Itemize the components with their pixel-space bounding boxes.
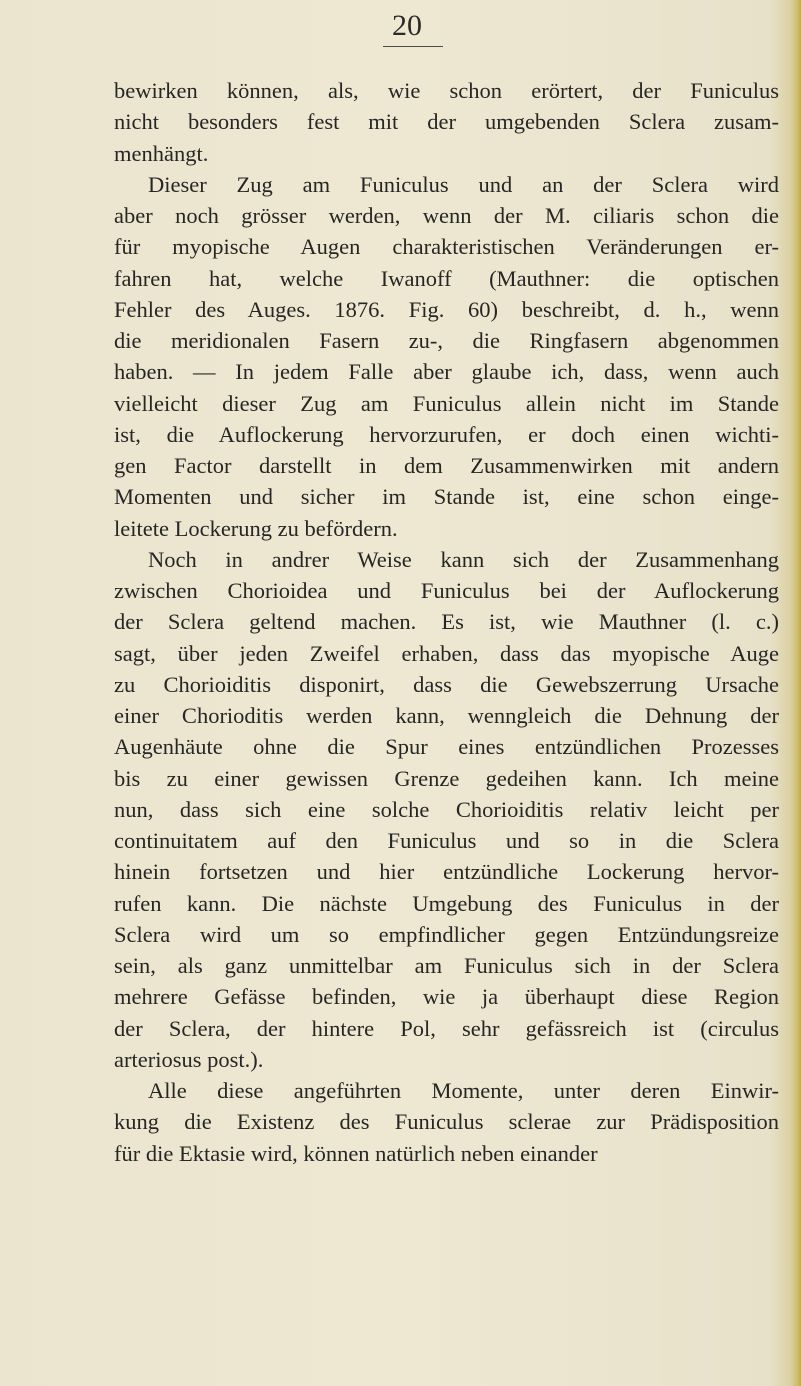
text-line: Sclera wird um so empfindlicher gegen Entzündungsreize <box>114 921 779 947</box>
text-line: nicht besonders fest mit der umgebenden Sclera zusam- <box>114 109 779 135</box>
body-text <box>114 75 779 1169</box>
text-line: menhängt. <box>114 140 209 166</box>
text-line: sagt, über jeden Zweifel erhaben, dass das myopische Auge <box>114 640 779 666</box>
text-line: sein, als ganz unmittelbar am Funiculus sich in der Sclera <box>114 953 779 978</box>
text-line: Augenhäute ohne die Spur eines entzündlichen Prozesses <box>114 734 779 760</box>
text-line: leitete Lockerung zu befördern. <box>114 515 398 541</box>
text-line: fahren hat, welche Iwanoff (Mauthner: die optischen <box>114 265 779 291</box>
page-edge-shadow <box>791 0 801 1386</box>
text-line: bis zu einer gewissen Grenze gedeihen kann. Ich meine <box>114 765 779 791</box>
text-line: vielleicht dieser Zug am Funiculus allein nicht im Stande <box>114 390 779 416</box>
text-line: zwischen Chorioidea und Funiculus bei der Auflockerung <box>114 578 779 603</box>
text-line: hinein fortsetzen und hier entzündliche Lockerung hervor- <box>114 859 779 885</box>
text-line: aber noch grösser werden, wenn der M. ciliaris schon die <box>114 203 779 228</box>
text-line: continuitatem auf den Funiculus und so in die Sclera <box>114 828 779 853</box>
text-line: Alle diese angeführten Momente, unter deren Einwir- <box>148 1078 779 1103</box>
text-line: zu Chorioiditis disponirt, dass die Gewebszerrung Ursache <box>114 671 779 697</box>
page-number: 20 <box>392 9 422 42</box>
text-line: Fehler des Auges. 1876. Fig. 60) beschreibt, d. h., wenn <box>114 296 779 322</box>
text-line: rufen kann. Die nächste Umgebung des Funiculus in der <box>114 890 779 916</box>
text-line: kung die Existenz des Funiculus sclerae zur Prädisposition <box>114 1109 779 1135</box>
text-line: arteriosus post.). <box>114 1046 264 1072</box>
page-number-underline <box>383 46 443 47</box>
text-line: die meridionalen Fasern zu-, die Ringfasern abgenommen <box>114 328 779 353</box>
text-line: bewirken können, als, wie schon erörtert, der Funiculus <box>114 78 779 103</box>
text-line: der Sclera, der hintere Pol, sehr gefässreich ist (circulus <box>114 1015 779 1041</box>
text-line: ist, die Auflockerung hervorzurufen, er doch einen wichti- <box>114 421 779 447</box>
text-line: nun, dass sich eine solche Chorioiditis relativ leicht per <box>114 796 779 822</box>
text-line: gen Factor darstellt in dem Zusammenwirken mit andern <box>114 453 779 478</box>
text-line: haben. — In jedem Falle aber glaube ich, dass, wenn auch <box>114 359 779 385</box>
text-line: mehrere Gefässe befinden, wie ja überhaupt diese Region <box>114 984 779 1010</box>
text-line: Momenten und sicher im Stande ist, eine schon einge- <box>114 484 779 510</box>
text-line: für die Ektasie wird, können natürlich neben einander <box>114 1140 598 1166</box>
text-line: Dieser Zug am Funiculus und an der Sclera wird <box>148 171 779 197</box>
text-line: der Sclera geltend machen. Es ist, wie Mauthner (l. c.) <box>114 609 779 635</box>
text-line: einer Chorioditis werden kann, wenngleich die Dehnung der <box>114 703 779 728</box>
text-line: Noch in andrer Weise kann sich der Zusammenhang <box>148 546 779 572</box>
text-line: für myopische Augen charakteristischen Veränderungen er- <box>114 234 779 260</box>
